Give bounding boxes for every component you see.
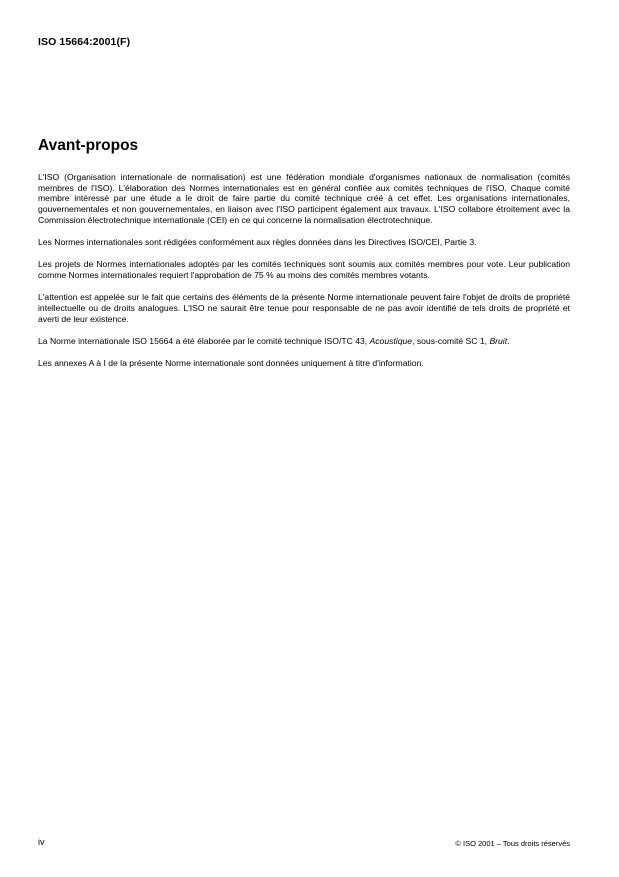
paragraph-directives: Les Normes internationales sont rédigées conformément aux règles données dans les Directives ISO/CEI, Partie 3. bbox=[38, 237, 477, 248]
paragraph-annexes: Les annexes A à I de la présente Norme internationale sont données uniquement à titre d'information. bbox=[38, 357, 424, 368]
paragraph-patent-rights: L'attention est appelée sur le fait que certains des éléments de la présente Norme internationale peuvent faire l'objet de droits de propriété intellectuelle ou de droits analogues. L'ISO ne saurait être tenue pour responsable de ne pas avoir identifié de tels droits de propriété et averti de leur existence. bbox=[38, 292, 570, 324]
paragraph-draft-approval: Les projets de Normes internationales adoptés par les comités techniques sont soumis aux comités membres pour vote. Leur publication comme Normes internationales requiert l'approbation de 75 % au moins des comités membres votants. bbox=[38, 259, 570, 280]
committee-text-3: . bbox=[507, 335, 510, 346]
copyright-notice: © ISO 2001 – Tous droits réservés bbox=[455, 839, 570, 848]
committee-text-2: , sous-comité SC 1, bbox=[412, 335, 490, 346]
subcommittee-name-bruit: Bruit bbox=[489, 335, 508, 346]
document-id: ISO 15664:2001(F) bbox=[38, 36, 131, 48]
paragraph-iso-organisation: L'ISO (Organisation internationale de normalisation) est une fédération mondiale d'organismes nationaux de normalisation (comités membres de l'ISO). L'élaboration des Normes internationales est en général confiée aux comités techniques de l'ISO. Chaque comité membre intéressé par une étude a le droit de faire partie du comité technique créé à cet effet. Les organisations internationales, gouvernementales et non gouvernementales, en liaison avec l'ISO participent également aux travaux. L'ISO collabore étroitement avec la Commission électrotechnique internationale (CEI) en ce qui concerne la normalisation électrotechnique. bbox=[38, 172, 570, 225]
committee-text-1: La Norme internationale ISO 15664 a été élaborée par le comité technique ISO/TC 43, bbox=[38, 335, 370, 346]
foreword-body bbox=[38, 172, 570, 380]
committee-name-acoustique: Acoustique bbox=[369, 335, 413, 346]
paragraph-committee bbox=[38, 336, 570, 347]
page-title: Avant-propos bbox=[38, 137, 139, 154]
page-number: iv bbox=[38, 837, 45, 847]
